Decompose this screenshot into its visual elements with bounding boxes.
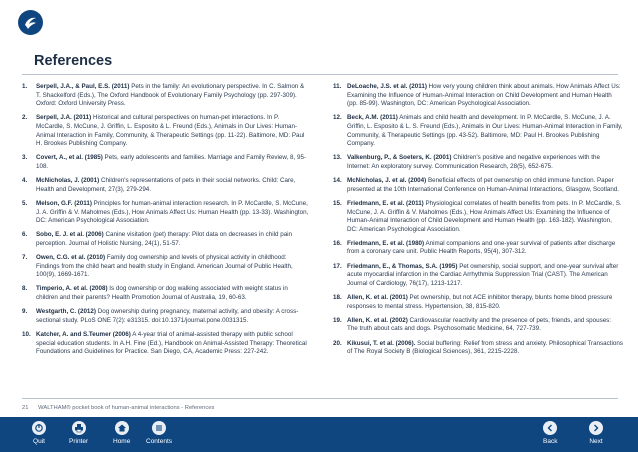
reference-item: 20. Kikusui, T. et al. (2006). Social buffering: Relief from stress and anxiety. Philosophical Transactions of The Royal Society B (Biological Sciences), 361, 2215-2228.	[333, 339, 623, 356]
reference-item: 2. Serpell, J.A. (2011) Historical and cultural perspectives on human-pet interactions. In P. McCardle, S. McCune, J. Griffin, L. Esposito & L. Freund (Eds.), Animals in Our Lives: Human-Animal Interaction in Family, Community, & Therapeutic Settings (pp. 11-22). Baltimore, MD: Paul H. Brookes Publishing Company.	[22, 114, 305, 148]
reference-item: 13. Valkenburg, P., & Soeters, K. (2001) Children's positive and negative experiences with the Internet: An exploratory survey. Communication Research, 28(5), 652-675.	[333, 154, 600, 170]
quit-button[interactable]: Quit	[32, 421, 46, 445]
back-button[interactable]: Back	[543, 421, 557, 445]
page-number: 21	[22, 405, 29, 411]
home-button[interactable]: Home	[113, 421, 130, 445]
waltham-logo	[18, 10, 43, 35]
waltham-logo-icon	[18, 10, 43, 35]
reference-item: 10. Katcher, A. and S.Teumer (2006) A 4-year trial of animal-assisted therapy with public school special education students. In A.H. Fine (Ed.), Handbook on Animal-Assisted Therapy: Theoretical Foundations and Guidelines for Practice. San Diego, CA, Academic Press: 227-242.	[22, 331, 307, 356]
reference-item: 15. Friedmann, E. et al. (2011) Physiological correlates of health benefits from pets. In P. McCardle, S. McCune, J. A. Griffin & V. Maholmes (Eds.), How Animals Affect Us: Examining the Influence of Human-Animal Interaction of Child Development and Human Health (pp. 163-182). Washington, DC: American Psychological Association.	[333, 199, 622, 233]
reference-item: 7. Owen, C.G. et al. (2010) Family dog ownership and levels of physical activity in childhood: Findings from the child heart and health study in England. American Journal of Public Health, 100(9), 1669-1671.	[22, 254, 293, 279]
footer-divider	[22, 398, 618, 399]
home-icon	[115, 421, 129, 435]
references-column-right	[333, 83, 623, 362]
reference-item: 3. Covert, A., et al. (1985) Pets, early adolescents and families. Marriage and Family Review, 8, 95-108.	[22, 154, 307, 170]
printer-icon	[72, 421, 86, 435]
reference-item: 12. Beck, A.M. (2011) Animals and child health and development. In P. McCardle, S. McCune, J. A. Griffin, L. Esposito & L. S. Freund (Eds.), Animals in Our Lives: Human-Animal Interaction in Family, Community, & Therapeutic Settings (pp. 43-52). Baltimore, MD: Paul H. Brookes Publishing Company.	[333, 114, 623, 148]
reference-item: 6. Sobo, E. J. et al. (2006) Canine visitation (pet) therapy: Pilot data on decreases in child pain perception. Journal of Holistic Nursing, 24(1), 51-57.	[22, 231, 293, 247]
next-button[interactable]: Next	[589, 421, 603, 445]
navigation-bar	[0, 417, 638, 452]
quit-icon	[32, 421, 46, 435]
next-icon	[589, 421, 603, 435]
contents-button[interactable]: Contents	[146, 421, 172, 445]
references-column-left	[22, 83, 309, 362]
reference-item: 19. Allen, K. et al. (2002) Cardiovascular reactivity and the presence of pets, friends, and spouses: The truth about cats and dogs. Psychosomatic Medicine, 64, 727-739.	[333, 316, 612, 333]
reference-item: 17. Friedmann, E., & Thomas, S.A. (1995) Pet ownership, social support, and one-year survival after acute myocardial infarction in the Cardiac Arrhythmia Suppression Trial (CAST). The American Journal of Cardiology, 76(17), 1213-1217.	[333, 262, 619, 287]
reference-item: 14. McNicholas, J. et al. (2004) Beneficial effects of pet ownership on child immune function. Paper presented at the 10th International Conference on Human-Animal Interactions, Glasgow, Scotland.	[333, 177, 620, 193]
reference-item: 5. Melson, G.F. (2011) Principles for human-animal interaction research. In P. McCardle, S. McCune, J. A. Griffin & V. Maholmes (Eds.), How Animals Affect Us: Human Health (pp. 13-33). Washington, DC: American Psychological Association.	[22, 199, 309, 225]
page-footer	[22, 405, 214, 411]
reference-item: 8. Timperio, A. et al. (2008) Is dog ownership or dog walking associated with weight status in children and their parents? Health Promotion Journal of Australia, 19, 60-63.	[22, 285, 288, 302]
printer-button[interactable]: Printer	[69, 421, 88, 445]
reference-item: 4. McNicholas, J. (2001) Children's representations of pets in their social networks. Child: Care, Health and Development, 27(3), 279-294.	[22, 177, 296, 193]
reference-item: 9. Westgarth, C. (2012) Dog ownership during pregnancy, maternal activity, and obesity: A cross-sectional study. PLoS ONE 7(2): e31315. doi:10.1371/journal.pone.0031315.	[22, 308, 299, 324]
footer-text: WALTHAM® pocket book of human-animal interactions - References	[38, 405, 215, 411]
contents-icon	[152, 421, 166, 435]
reference-item: 1. Serpell, J.A., & Paul, E.S. (2011) Pets in the family: An evolutionary perspective. In C. Salmon & T. Shackelford (Eds.), The Oxford Handbook of Evolutionary Family Psychology (pp. 297-309). Oxford: Oxford University Press.	[22, 83, 305, 108]
header-divider	[22, 74, 618, 75]
reference-item: 16. Friedmann, E. et al. (1980) Animal companions and one-year survival of patients after discharge from a coronary care unit. Public Health Reports, 95(4), 307-312.	[333, 239, 616, 256]
page-title: References	[34, 53, 113, 69]
back-icon	[543, 421, 557, 435]
reference-item: 18. Allen, K. et al. (2001) Pet ownership, but not ACE inhibitor therapy, blunts home blood pressure responses to mental stress. Hypertension, 38, 815-820.	[333, 294, 613, 310]
reference-item: 11. DeLoache, J.S. et al. (2011) How very young children think about animals. How Animals Affect Us: Examining the Influence of Human-Animal Interaction on Child Development and Human Health (pp. 85-99). Washington, DC: American Psychological Association.	[333, 83, 621, 108]
